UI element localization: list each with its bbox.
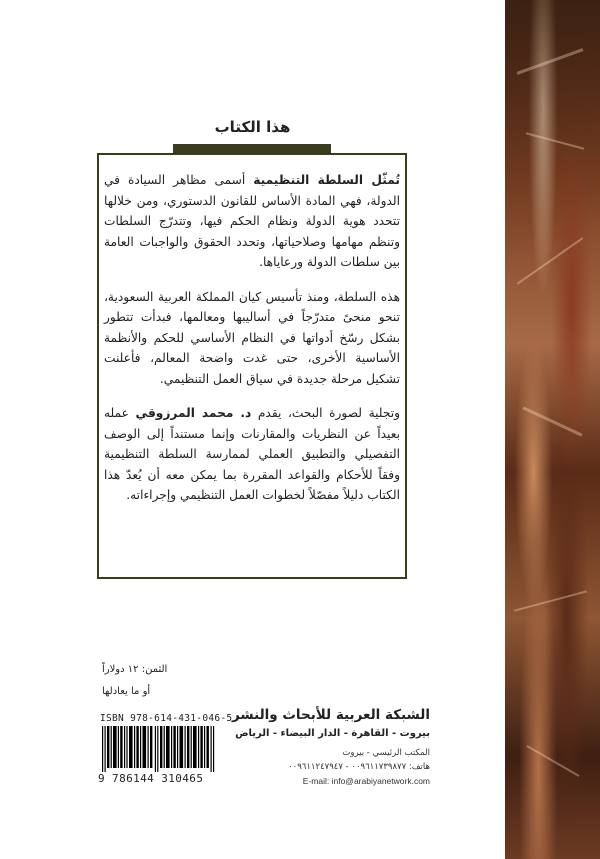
paragraph-3-intro: وتجلية لصورة البحث، يقدم: [251, 406, 400, 420]
bold-phrase: تُمثّل السلطة التنظيمية: [253, 173, 400, 187]
publisher-name: الشبكة العربية للأبحاث والنشر: [231, 707, 430, 723]
price-label: الثمن: ١٢ دولاراً: [102, 664, 168, 675]
paragraph-2: هذه السلطة، ومنذ تأسيس كيان المملكة العربية السعودية، تنحو منحىً متدرّجاً في أساليبها ومعالمها، فبدأت تتطور بشكل رسّخ أدواتها في النظام الأساسي للحكم والأنظمة الأساسية الأخرى، حتى غدت واضحة المعالم، فأعلنت تشكيل مرحلة جديدة في سياق العمل التنظيمي.: [104, 289, 400, 386]
author-name: د. محمد المرزوقي: [135, 406, 252, 420]
isbn-label: ISBN 978-614-431-046-5: [100, 713, 233, 724]
paragraph-3-text: عمله بعيداً عن النظريات والمقارنات وإنما مستنداً إلى الوصف التفصيلي والتطبيق العملي لممارسة السلطة التنظيمية وفقاً للأحكام والقواعد المقررة بما يمكن معه أن يُعدّ هذا الكتاب دليلاً مفصّلاً لخطوات العمل التنظيمي وإجراءاته.: [104, 406, 400, 502]
section-heading: هذا الكتاب: [214, 118, 291, 136]
publisher-email: E-mail: info@arabiyanetwork.com: [302, 776, 430, 786]
paragraph-1: [104, 170, 400, 273]
cover-artwork: [505, 0, 600, 859]
barcode-digits: 9 786144 310465: [98, 772, 204, 785]
price-equivalent: أو ما يعادلها: [102, 686, 151, 697]
publisher-cities: بيروت - القاهرة - الدار البيضاء - الرياض: [235, 728, 430, 739]
publisher-office: المكتب الرئيسي - بيروت: [342, 748, 430, 758]
paragraph-1-text: أسمى مظاهر السيادة في الدولة، فهي المادة الأساس للقانون الدستوري، ومن خلالها تتحدد هوية الدولة ونظام الحكم فيها، وتتدرّج السلطات وتنظم مهامها وصلاحياتها، وتحدد الحقوق والواجبات العامة بين سلطات الدولة ورعاياها.: [104, 173, 400, 269]
paragraph-3: [104, 403, 400, 506]
publisher-phone: هاتف: ٠٠٩٦١١٧٣٩٨٧٧ - ٠٠٩٦١١٢٤٧٩٤٧: [288, 762, 430, 772]
book-description: [104, 170, 400, 520]
barcode-icon: [100, 726, 216, 772]
